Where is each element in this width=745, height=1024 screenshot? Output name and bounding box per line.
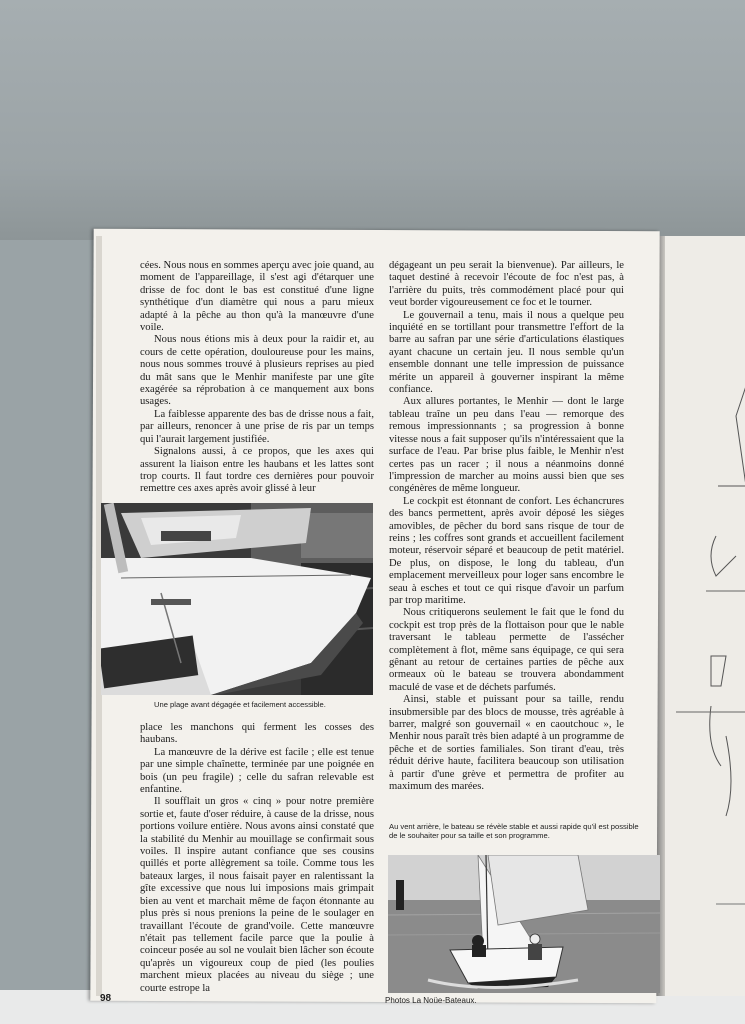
column-right bbox=[389, 260, 624, 793]
paragraph: dégageant un peu serait la bienvenue). Par ailleurs, le taquet destiné à recevoir l'écoute de foc n'est pas, à l'arrière du puits, très commodément placé pour qui veut border vigoureusement ce foc et le tourner. bbox=[389, 260, 624, 309]
caption-photo1: Une plage avant dégagée et facilement accessible. bbox=[154, 700, 326, 709]
page-number: 98 bbox=[100, 993, 112, 1004]
paragraph: Il soufflait un gros « cinq » pour notre première sortie et, faute d'oser réduire, à cause de la drisse, nous portions voilure entière. Nous avons ainsi constaté que la stabilité du Menhir au mouillage se confirmait sous voiles. Il inspire autant confiance que ses cousins quillés et porte allègrement sa toile. Comme tous les bateaux larges, il nous faisait payer en ralentissant la gîte excessive que nous lui imposions mais grimpait bien au vent et marchait même de façon étonnante au plus près si nous prenions la peine de le soulager en travaillant l'écoute de grand'voile. Cette manœuvre n'était pas tellement facile parce que la poulie à coinceur posée au sol ne voulait bien lâcher son écoute qu'après un vigoureux coup de pied (les poulies marchent mieux placées au niveau du siège ; une courte estrope la bbox=[140, 796, 374, 994]
photo-boat-foredeck bbox=[101, 503, 373, 695]
paragraph: La manœuvre de la dérive est facile ; elle est tenue par une simple chaînette, terminée par une poignée en bois (un peu fragile) ; celle du safran relevable est enfantine. bbox=[140, 746, 374, 796]
column-left-bottom bbox=[140, 722, 374, 995]
facing-page-sketch-icon bbox=[656, 236, 745, 996]
paragraph: Nous critiquerons seulement le fait que le fond du cockpit est trop près de la flottaison pour que le nable traversant le tableau permette de l'assécher complètement à flot, même sans équipage, ce qui sera gênant au retour de certaines parties de pêche aux ormeaux où le bateau se trouvera abondamment maculé de vase et de déchets parfumés. bbox=[389, 607, 624, 693]
paragraph: Ainsi, stable et puissant pour sa taille, rendu insubmersible par des blocs de mousse, très agréable à barrer, malgré son gouvernail « en caoutchouc », le Menhir nous paraît très bien adapté à un programme de pêche et de sorties familiales. Son tirant d'eau, très réduit dérive haute, facilitera beaucoup son utilisation à partir d'une grève et permettra de profiter au maximum des marées. bbox=[389, 694, 624, 793]
paragraph: La faiblesse apparente des bas de drisse nous a fait, par ailleurs, renoncer à une prise de ris par un temps qui l'aurait largement justifiée. bbox=[140, 408, 374, 445]
caption-photo2: Au vent arrière, le bateau se révèle stable et aussi rapide qu'il est possible de le souhaiter pour sa taille et son programme. bbox=[389, 822, 639, 840]
photo-boat-sailing bbox=[388, 855, 660, 993]
paragraph: Signalons aussi, à ce propos, que les axes qui assurent la liaison entre les haubans et les lattes sont trop courts. Il faut tordre ces dernières pour pouvoir remettre ces axes après avoir glissé à leur bbox=[140, 446, 374, 495]
facing-page bbox=[655, 236, 745, 996]
paragraph: cées. Nous nous en sommes aperçu avec joie quand, au moment de l'appareillage, il s'est agi d'étarquer une drisse de foc dont le bas est constitué d'une ligne synthétique d'un diamètre qui nous a paru mieux adapté à la pêche au thon qu'à la manœuvre d'une voile. bbox=[140, 260, 374, 334]
paragraph: Le gouvernail a tenu, mais il nous a quelque peu inquiété en se tortillant pour transmettre l'effort de la barre au safran par une série d'articulations élastiques ayant chacune un certain jeu. Il nous semble qu'un ensemble donnant une telle impression de puissance mérite un appareil à gouverner inspirant la même confiance. bbox=[389, 309, 624, 396]
paragraph: place les manchons qui ferment les cosses des haubans. bbox=[140, 722, 374, 746]
paragraph: Le cockpit est étonnant de confort. Les échancrures des bancs permettent, après avoir déposé les sièges amovibles, de pêcher du bord sans risque de tour de reins ; les coffres sont grands et accueillent facilement moteur, réservoir séparé et beaucoup de petit matériel. De plus, on dispose, le long du tableau, d'un emplacement merveilleux pour loger sans encombre le seau à esches et tout ce qui risque d'avoir un parfum par trop maritime. bbox=[389, 495, 624, 606]
background-wall bbox=[0, 0, 745, 240]
paragraph: Nous nous étions mis à deux pour la raidir et, au cours de cette opération, douloureuse pour les mains, nous nous sommes trouvé à plusieurs reprises au pied du mât sans que le Menhir manifeste par une gîte exagérée sa réprobation à ce manquement aux bons usages. bbox=[140, 334, 374, 408]
column-left-top bbox=[140, 260, 374, 496]
paragraph: Aux allures portantes, le Menhir — dont le large tableau traîne un peu dans l'eau — remorque des remous impressionnants ; sa progression à bonne vitesse nous a fait supposer qu'ils n'intéressaient que la surface de l'eau. Par brise plus faible, le Menhir n'est certes pas un racer ; il nous a néanmoins donné l'impression de marcher au moins aussi bien que ses congénères de même longueur. bbox=[389, 396, 624, 495]
photo-credit: Photos La Noüe-Bateaux. bbox=[385, 996, 477, 1005]
